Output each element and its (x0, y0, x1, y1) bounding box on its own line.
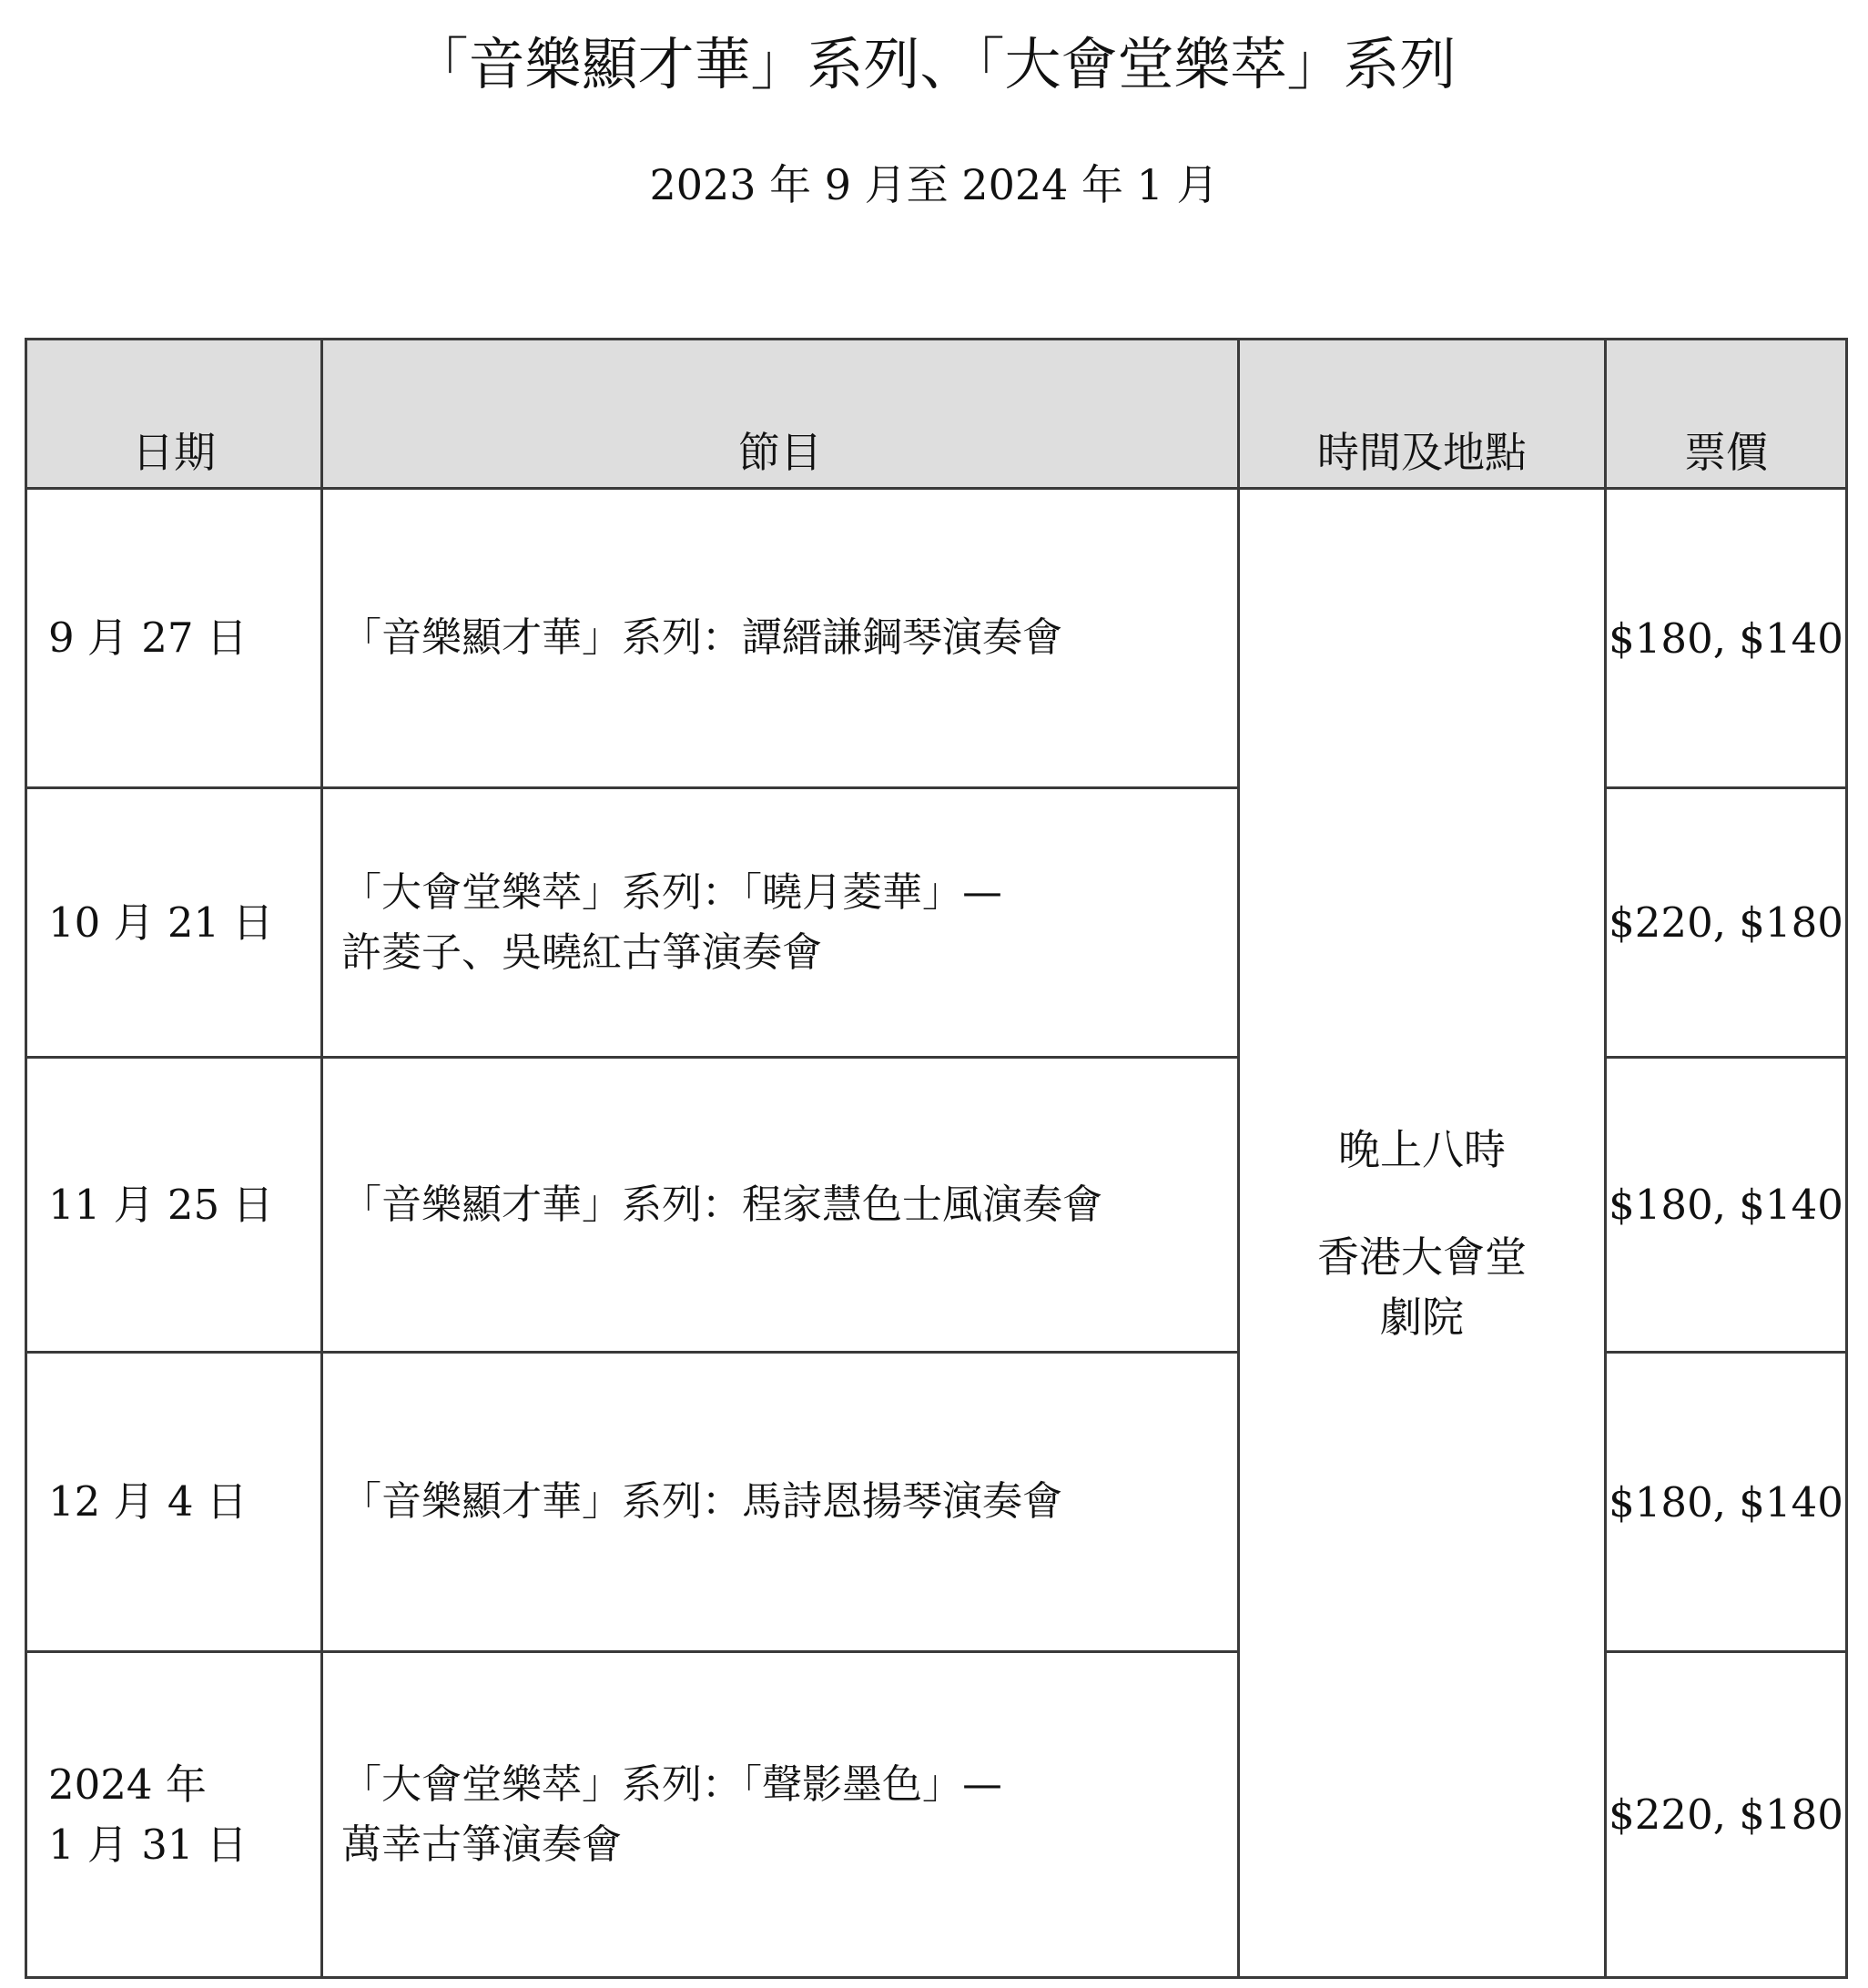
table-row (26, 489, 1847, 788)
row-program: 「音樂顯才華」系列：馬詩恩揚琴演奏會 (322, 1353, 1239, 1652)
page-title: 「音樂顯才華」系列、「大會堂樂萃」系列 (411, 31, 1457, 97)
row-program: 「音樂顯才華」系列：程家慧色士風演奏會 (322, 1058, 1239, 1353)
row-program: 「大會堂樂萃」系列：「聲影墨色」— 萬幸古箏演奏會 (322, 1652, 1239, 1978)
row-date: 12 月 4 日 (26, 1353, 322, 1652)
table-header-row (26, 340, 1847, 489)
schedule-table (25, 338, 1848, 1979)
header-venue: 時間及地點 (1239, 340, 1606, 489)
row-price: $180, $140 (1606, 1058, 1847, 1353)
page-subtitle: 2023 年 9 月至 2024 年 1 月 (649, 160, 1219, 209)
header-date: 日期 (26, 340, 322, 489)
venue-place: 香港大會堂劇院 (1317, 1232, 1527, 1342)
header-program: 節目 (322, 340, 1239, 489)
row-program: 「音樂顯才華」系列：譚縉謙鋼琴演奏會 (322, 489, 1239, 788)
row-program: 「大會堂樂萃」系列：「曉月菱華」— 許菱子、吳曉紅古箏演奏會 (322, 788, 1239, 1058)
row-date: 10 月 21 日 (26, 788, 322, 1058)
row-price: $220, $180 (1606, 788, 1847, 1058)
row-price: $220, $180 (1606, 1652, 1847, 1978)
row-date: 11 月 25 日 (26, 1058, 322, 1353)
row-date: 2024 年 1 月 31 日 (26, 1652, 322, 1978)
row-price: $180, $140 (1606, 489, 1847, 788)
header-price: 票價 (1606, 340, 1847, 489)
venue-time: 晚上八時 (1338, 1124, 1506, 1174)
row-date: 9 月 27 日 (26, 489, 322, 788)
venue-cell (1239, 489, 1606, 1978)
row-price: $180, $140 (1606, 1353, 1847, 1652)
